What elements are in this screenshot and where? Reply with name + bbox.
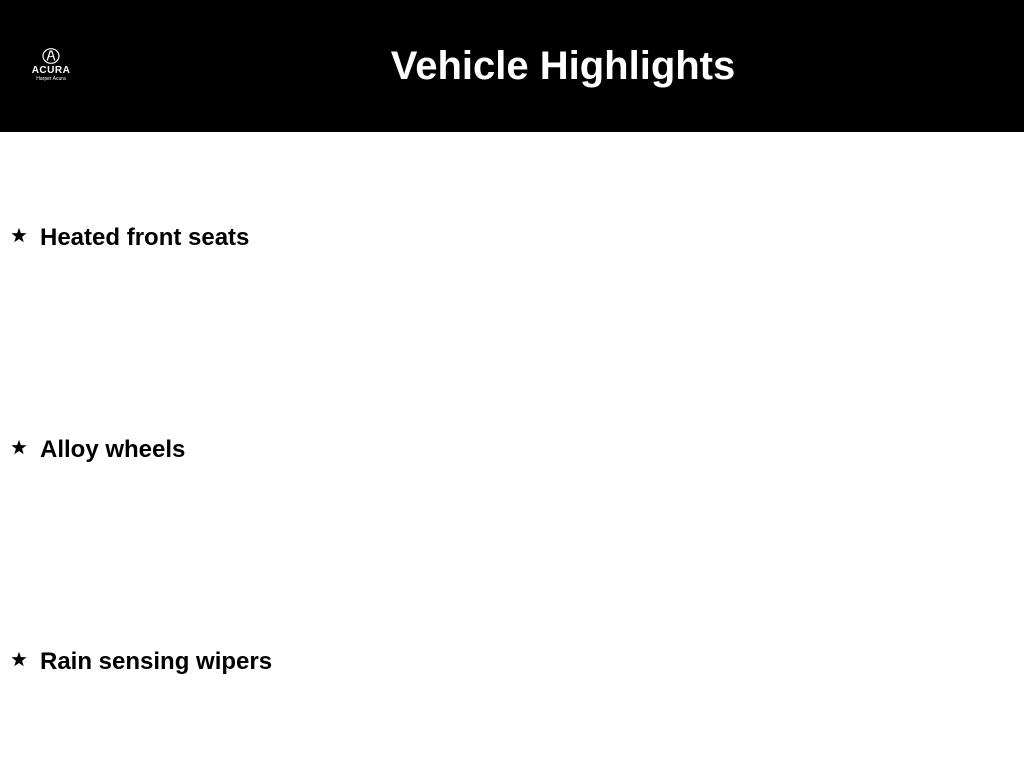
star-icon (10, 226, 28, 244)
feature-label: Heated front seats (40, 224, 250, 251)
logo-brand-text: ACURA (31, 65, 71, 76)
logo-dealer-text: Harper Acura (36, 76, 66, 82)
acura-logo-icon (42, 48, 60, 64)
dealer-logo (22, 48, 80, 88)
feature-label: Alloy wheels (40, 436, 186, 463)
star-icon (10, 650, 28, 668)
feature-item (10, 647, 272, 677)
feature-label: Rain sensing wipers (40, 648, 273, 675)
star-icon (10, 438, 28, 456)
page-title: Vehicle Highlights (390, 44, 736, 88)
feature-item (10, 435, 185, 465)
feature-item (10, 223, 249, 253)
header-bar (0, 0, 1024, 132)
